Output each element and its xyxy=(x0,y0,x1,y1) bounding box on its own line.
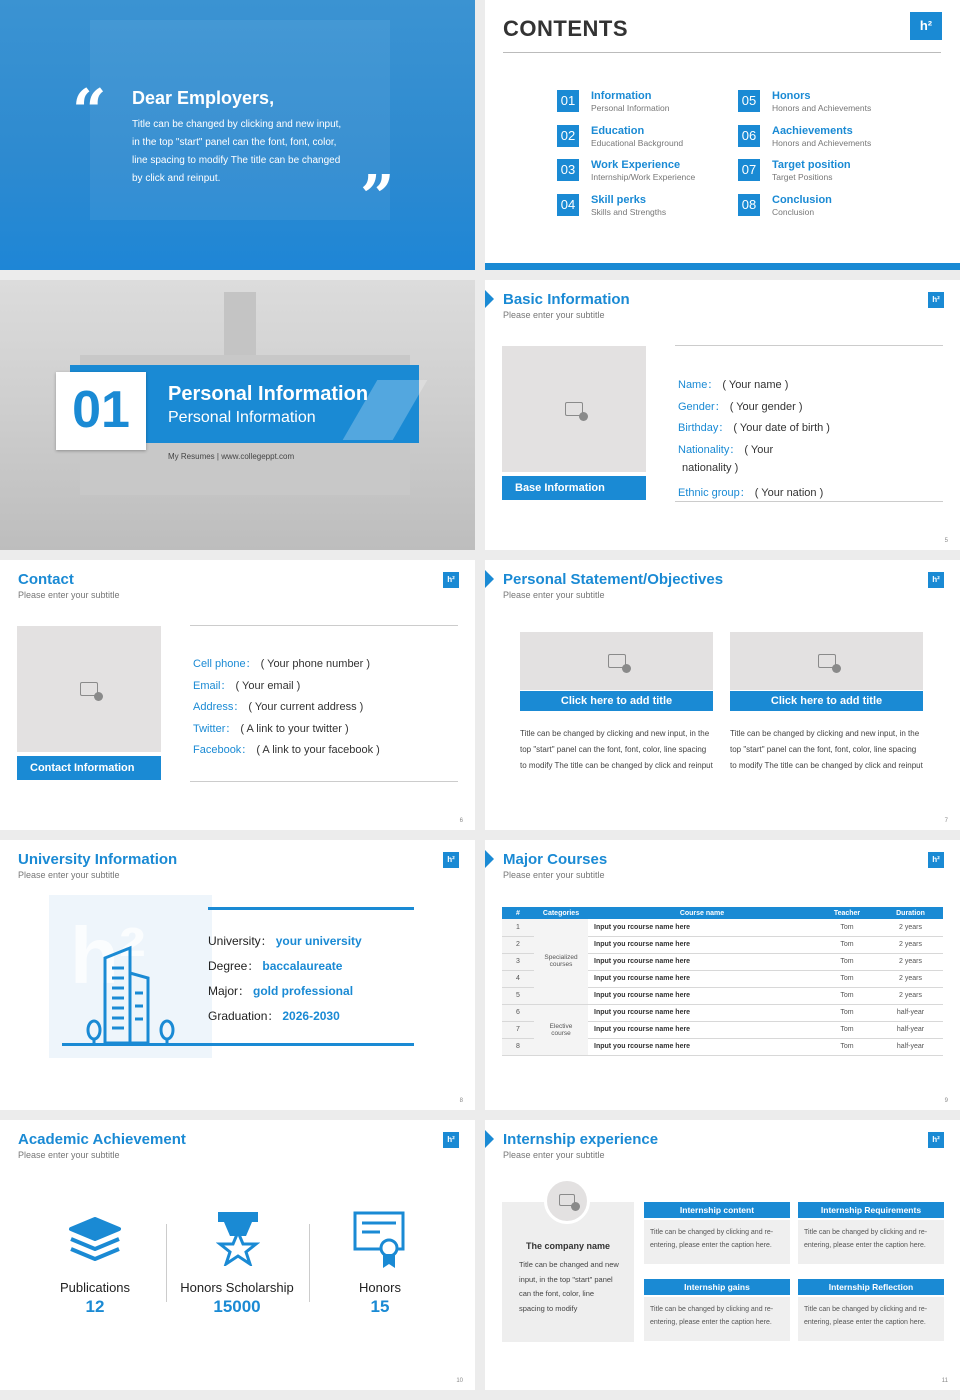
slide-dear-employers xyxy=(0,0,475,270)
image-icon xyxy=(559,1194,575,1206)
duration-cell: 2 years xyxy=(878,953,943,970)
teacher-cell: Tom xyxy=(816,919,878,936)
slide-title: University Information xyxy=(18,851,178,868)
teacher-cell: Tom xyxy=(816,1038,878,1055)
field-label: Twitter： xyxy=(193,722,237,735)
field-label: Gender： xyxy=(678,400,726,413)
toc-number: 05 xyxy=(738,90,760,112)
internship-box-text: Title can be changed by clicking and re-entering, please enter the caption here. xyxy=(644,1297,790,1341)
toc-item[interactable] xyxy=(738,194,908,220)
bottom-bar xyxy=(485,263,960,270)
internship-box-title[interactable]: Internship content xyxy=(644,1202,790,1218)
image-icon xyxy=(565,402,583,416)
toc-number: 03 xyxy=(557,159,579,181)
field-value[interactable]: ( Your current address ) xyxy=(248,701,364,714)
logo-icon: h² xyxy=(443,852,459,868)
certificate-icon xyxy=(352,1210,406,1270)
slide-contact xyxy=(0,560,475,830)
field-label: Graduation： xyxy=(208,1009,280,1023)
duration-cell: 2 years xyxy=(878,919,943,936)
row-number: 3 xyxy=(502,953,534,970)
field-value[interactable]: ( A link to your twitter ) xyxy=(240,722,349,735)
duration-cell: half-year xyxy=(878,1021,943,1038)
toc-item[interactable] xyxy=(557,194,727,220)
title-marker-icon xyxy=(485,570,494,588)
slide-heading: Dear Employers, xyxy=(132,88,275,108)
table-header-cell: Categories xyxy=(534,907,588,919)
table-header-cell: Course name xyxy=(588,907,816,919)
info-field xyxy=(678,376,788,392)
duration-cell: 2 years xyxy=(878,987,943,1004)
internship-box-title[interactable]: Internship Reflection xyxy=(798,1279,944,1295)
close-quote-icon: ” xyxy=(360,163,395,233)
row-number: 7 xyxy=(502,1021,534,1038)
field-value[interactable]: your university xyxy=(275,934,362,948)
table-header-cell: Teacher xyxy=(816,907,878,919)
toc-subtitle: Internship/Work Experience xyxy=(591,172,696,182)
row-number: 8 xyxy=(502,1038,534,1055)
photo-caption: Contact Information xyxy=(17,756,161,780)
watermark-logo: h² xyxy=(70,911,146,1000)
internship-box-text: Title can be changed by clicking and re-entering, please enter the caption here. xyxy=(644,1220,790,1264)
photo-caption: Base Information xyxy=(502,476,646,500)
row-number: 6 xyxy=(502,1004,534,1021)
toc-number: 07 xyxy=(738,159,760,181)
teacher-cell: Tom xyxy=(816,1004,878,1021)
section-subtitle: Personal Information xyxy=(168,409,316,426)
page-number: 7 xyxy=(944,818,948,824)
toc-title: Work Experience xyxy=(591,159,681,171)
internship-box-title[interactable]: Internship Requirements xyxy=(798,1202,944,1218)
field-label: Ethnic group： xyxy=(678,487,751,499)
statement-image-placeholder[interactable] xyxy=(520,632,713,690)
bottom-divider xyxy=(675,501,943,502)
page-number: 10 xyxy=(456,1378,463,1384)
course-name-cell[interactable]: Input you rcourse name here xyxy=(588,1038,816,1055)
info-field xyxy=(678,398,802,414)
slide-subtitle: Please enter your subtitle xyxy=(18,590,120,600)
duration-cell: half-year xyxy=(878,1004,943,1021)
stat-label: Honors Scholarship xyxy=(180,1280,294,1295)
title-divider xyxy=(503,52,941,53)
field-value[interactable]: ( Your gender ) xyxy=(729,400,803,413)
tower-silhouette xyxy=(224,292,256,362)
field-value[interactable]: ( Your xyxy=(744,443,774,456)
row-number: 2 xyxy=(502,936,534,953)
course-name-cell[interactable]: Input you rcourse name here xyxy=(588,970,816,987)
toc-title: Conclusion xyxy=(772,193,832,206)
toc-number: 02 xyxy=(557,125,579,147)
toc-subtitle: Educational Background xyxy=(591,137,684,148)
toc-subtitle: Skills and Strengths xyxy=(591,206,667,217)
slide-title: Internship experience xyxy=(503,1131,659,1148)
logo-icon: h² xyxy=(443,572,459,588)
field-label: Name： xyxy=(678,379,719,391)
field-value[interactable]: ( Your email ) xyxy=(235,679,301,692)
table-row xyxy=(502,919,943,936)
university-field xyxy=(208,1007,340,1024)
row-number: 5 xyxy=(502,987,534,1004)
table-row xyxy=(502,1004,943,1021)
toc-title: Skill perks xyxy=(591,193,647,206)
slide-university-information xyxy=(0,840,475,1110)
toc-number: 06 xyxy=(738,125,760,147)
slide-section-personal xyxy=(0,280,475,550)
slide-title: Personal Statement/Objectives xyxy=(503,571,724,588)
slide-title: Major Courses xyxy=(503,851,608,868)
teacher-cell: Tom xyxy=(816,953,878,970)
field-value[interactable]: ( Your nation ) xyxy=(754,487,824,499)
university-bottom-rule xyxy=(62,1043,414,1046)
toc-item[interactable] xyxy=(557,90,727,116)
info-field xyxy=(678,484,823,500)
info-field xyxy=(193,655,370,671)
section-number: 01 xyxy=(72,381,130,439)
toc-item[interactable] xyxy=(557,125,727,151)
table-header-cell: # xyxy=(502,907,534,919)
course-name-cell[interactable]: Input you rcourse name here xyxy=(588,936,816,953)
title-marker-icon xyxy=(485,290,494,308)
info-field xyxy=(193,698,363,714)
slide-title: Basic Information xyxy=(503,291,630,308)
teacher-cell: Tom xyxy=(816,987,878,1004)
toc-title: Aachievements xyxy=(772,124,853,137)
row-number: 1 xyxy=(502,919,534,936)
duration-cell: half-year xyxy=(878,1038,943,1055)
books-icon xyxy=(67,1215,123,1265)
title-marker-icon xyxy=(485,1130,494,1148)
photo-placeholder[interactable] xyxy=(17,626,161,752)
section-footer: My Resumes | www.collegeppt.com xyxy=(168,452,295,461)
page-number: 8 xyxy=(459,1098,463,1104)
info-field xyxy=(193,677,300,693)
section-title: Personal Information xyxy=(168,383,369,405)
bottom-divider xyxy=(190,781,458,782)
field-label: Birthday： xyxy=(678,422,730,435)
toc-title: Information xyxy=(591,90,652,102)
open-quote-icon: “ xyxy=(72,77,107,147)
field-label: Email： xyxy=(193,679,232,692)
university-field xyxy=(208,957,342,974)
slide-subtitle: Please enter your subtitle xyxy=(503,1150,605,1160)
university-field xyxy=(208,932,362,949)
field-value[interactable]: baccalaureate xyxy=(262,959,343,973)
info-field xyxy=(193,720,349,736)
field-value[interactable]: 2026-2030 xyxy=(282,1009,340,1023)
image-icon xyxy=(80,682,98,696)
toc-number: 04 xyxy=(557,194,579,216)
slide-personal-statement xyxy=(485,560,960,830)
field-label: Degree： xyxy=(208,959,260,973)
course-name-cell[interactable]: Input you rcourse name here xyxy=(588,1021,816,1038)
toc-subtitle: Honors and Achievements xyxy=(772,103,872,113)
slide-title: Contact xyxy=(18,571,74,588)
internship-box-text: Title can be changed by clicking and re-entering, please enter the caption here. xyxy=(798,1297,944,1341)
teacher-cell: Tom xyxy=(816,1021,878,1038)
stat-value: 15000 xyxy=(213,1297,261,1316)
image-icon xyxy=(608,654,626,668)
slide-basic-information xyxy=(485,280,960,550)
field-label: University： xyxy=(208,934,273,948)
field-value[interactable]: ( A link to your facebook ) xyxy=(256,744,380,757)
logo-icon: h² xyxy=(928,1132,944,1148)
statement-text: Title can be changed by clicking and new input, in the top "start" panel can the font, font, color, line spacing to modify The title can be changed by click and reinput xyxy=(730,729,923,770)
field-value[interactable]: nationality ) xyxy=(682,462,739,475)
course-table xyxy=(502,907,943,1056)
toc-title: Target position xyxy=(772,159,851,171)
info-field xyxy=(678,419,830,435)
logo-icon: h² xyxy=(928,292,944,308)
category-cell: Specialized courses xyxy=(534,919,588,1004)
medal-icon xyxy=(216,1210,260,1266)
toc-subtitle: Target Positions xyxy=(772,172,833,182)
toc-item[interactable] xyxy=(738,90,908,116)
course-name-cell[interactable]: Input you rcourse name here xyxy=(588,987,816,1004)
duration-cell: 2 years xyxy=(878,936,943,953)
teacher-cell: Tom xyxy=(816,936,878,953)
slide-internship-experience xyxy=(485,1120,960,1390)
company-text: Title can be changed and new input, in the top "start" panel can the font, color, line spacing to modify xyxy=(519,1260,619,1313)
field-value[interactable]: ( Your name ) xyxy=(722,379,789,391)
duration-cell: 2 years xyxy=(878,970,943,987)
title-marker-icon xyxy=(485,850,494,868)
company-name: The company name xyxy=(525,1241,611,1251)
slide-subtitle: Please enter your subtitle xyxy=(18,870,120,880)
teacher-cell: Tom xyxy=(816,970,878,987)
image-icon xyxy=(818,654,836,668)
category-cell: Elective course xyxy=(534,1004,588,1055)
page-number: 11 xyxy=(941,1378,948,1384)
toc-subtitle: Personal Information xyxy=(591,103,670,113)
field-label: Major： xyxy=(208,984,251,998)
toc-item[interactable] xyxy=(738,159,908,185)
slide-academic-achievement xyxy=(0,1120,475,1390)
toc-item[interactable] xyxy=(557,159,727,185)
university-top-rule xyxy=(208,907,414,910)
internship-box-text: Title can be changed by clicking and re-entering, please enter the caption here. xyxy=(798,1220,944,1264)
slide-body: Title can be changed by clicking and new input, in the top "start" panel can the font, font, color, line spacing to modify The title can be changed by click and reinput. xyxy=(132,119,342,184)
stat-label: Honors xyxy=(359,1280,401,1295)
row-number: 4 xyxy=(502,970,534,987)
page-number: 5 xyxy=(944,538,948,544)
slide-subtitle: Please enter your subtitle xyxy=(503,310,605,320)
contents-title: CONTENTS xyxy=(503,16,628,41)
slide-subtitle: Please enter your subtitle xyxy=(503,870,605,880)
statement-caption[interactable]: Click here to add title xyxy=(730,691,923,711)
stat-value: 15 xyxy=(370,1297,390,1316)
logo-icon: h² xyxy=(443,1132,459,1148)
statement-caption[interactable]: Click here to add title xyxy=(520,691,713,711)
statement-text: Title can be changed by clicking and new input, in the top "start" panel can the font, font, color, line spacing to modify The title can be changed by click and reinput xyxy=(520,729,713,770)
field-label: Facebook： xyxy=(193,744,253,757)
table-header-row xyxy=(502,907,943,919)
slide-title: Academic Achievement xyxy=(18,1131,186,1148)
field-label: Nationality： xyxy=(678,443,741,456)
university-field xyxy=(208,982,353,999)
slide-contents xyxy=(485,0,960,270)
toc-number: 08 xyxy=(738,194,760,216)
info-field xyxy=(193,741,380,757)
logo-icon: h² xyxy=(928,852,944,868)
internship-box-title[interactable]: Internship gains xyxy=(644,1279,790,1295)
slide-subtitle: Please enter your subtitle xyxy=(503,590,605,600)
field-label: Cell phone： xyxy=(193,658,257,670)
table-header-cell: Duration xyxy=(878,907,943,919)
field-value[interactable]: ( Your phone number ) xyxy=(260,658,371,670)
toc-subtitle: Conclusion xyxy=(772,206,815,217)
toc-number: 01 xyxy=(557,90,579,112)
info-field xyxy=(678,462,738,474)
logo-icon: h² xyxy=(910,12,942,40)
top-divider xyxy=(675,345,943,346)
statement-image-placeholder[interactable] xyxy=(730,632,923,690)
stat-label: Publications xyxy=(59,1280,131,1295)
toc-subtitle: Honors and Achievements xyxy=(772,137,872,148)
field-value[interactable]: gold professional xyxy=(253,984,354,998)
page-number: 9 xyxy=(944,1098,948,1104)
slide-major-courses xyxy=(485,840,960,1110)
stat-value: 12 xyxy=(85,1297,105,1316)
field-value[interactable]: ( Your date of birth ) xyxy=(733,422,830,435)
page-number: 6 xyxy=(459,818,463,824)
course-name-cell[interactable]: Input you rcourse name here xyxy=(588,953,816,970)
photo-placeholder[interactable] xyxy=(502,346,646,472)
building-icon xyxy=(70,938,200,1048)
course-name-cell[interactable]: Input you rcourse name here xyxy=(588,919,816,936)
toc-title: Education xyxy=(591,124,645,137)
toc-title: Honors xyxy=(772,90,811,102)
course-name-cell[interactable]: Input you rcourse name here xyxy=(588,1004,816,1021)
logo-icon: h² xyxy=(928,572,944,588)
info-field xyxy=(678,441,773,457)
company-avatar[interactable] xyxy=(544,1178,590,1224)
field-label: Address： xyxy=(193,701,245,714)
toc-item[interactable] xyxy=(738,125,908,151)
slide-subtitle: Please enter your subtitle xyxy=(18,1150,120,1160)
top-divider xyxy=(190,625,458,626)
